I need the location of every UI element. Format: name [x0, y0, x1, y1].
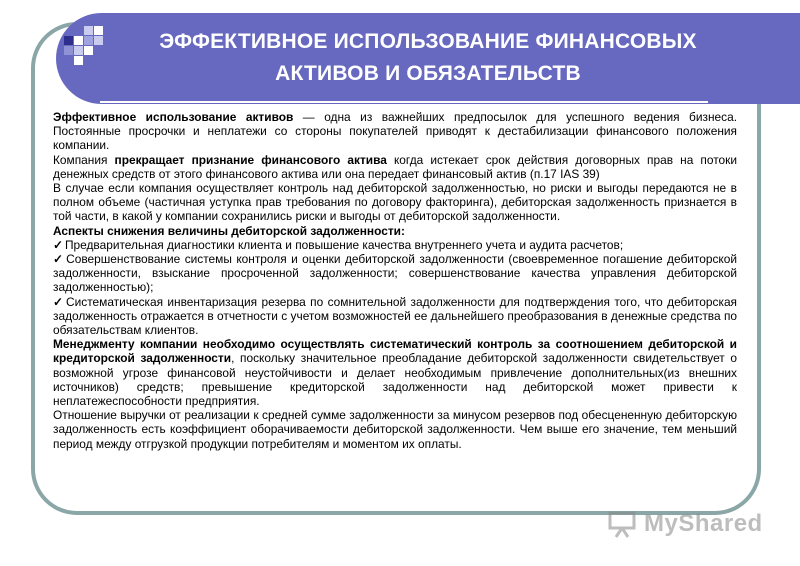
paragraph-derecognition	[53, 153, 737, 181]
watermark	[608, 508, 763, 540]
title-band	[56, 13, 800, 104]
chevron-bullet-icon: ✓	[53, 237, 63, 252]
slide-title-line-2: АКТИВОВ И ОБЯЗАТЕЛЬСТВ	[275, 62, 581, 85]
aspects-heading	[53, 224, 737, 238]
bullet-item	[53, 295, 737, 338]
aspects-heading-text: Аспекты снижения величины дебиторской задолженности:	[53, 223, 405, 238]
bullet-text: Совершенствование системы контроля и оценки дебиторской задолженности (своевременное погашение дебиторской задолженности, взыскание просроченной задолженности; совершенствование качества управления дебиторской задолженностью);	[53, 252, 737, 295]
chevron-bullet-icon: ✓	[53, 294, 65, 309]
bullet-text: Предварительная диагностики клиента и повышение качества внутреннего учета и аудита расчетов;	[64, 237, 624, 252]
paragraph-turnover-ratio: Отношение выручки от реализации к средней сумме задолженности за минусом резервов под обесцененную дебиторскую задолженность есть коэффициент оборачиваемости дебиторской задолженности. Чем выше его значение, тем меньший период между отгрузкой продукции потребителям и моментом их оплаты.	[53, 408, 737, 451]
watermark-text: MyShared	[644, 510, 763, 537]
paragraph-derecognition-bold: прекращает признание финансового актива	[114, 152, 387, 167]
paragraph-asset-use-text: — одна из важнейших предпосылок для успешного ведения бизнеса. Постоянные просрочки и неплатежи со стороны покупателей приводят к дестабилизации финансового положения компании.	[53, 110, 737, 153]
paragraph-derecognition-pre: Компания	[53, 152, 115, 167]
bullet-text: Систематическая инвентаризация резерва по сомнительной задолженности для подтверждения того, что дебиторская задолженность отражается в отчетности с учетом возможностей ее дальнейшего преобразования в денежные средства по обязательствам клиентов.	[53, 294, 737, 338]
paragraph-management-text: , поскольку значительное преобладание дебиторской задолженности свидетельствует о возможной угрозе финансовой неустойчивости и делает необходимым привлечение дополнительных(из внешних источников) средств; превышение кредиторской задолженности над дебиторской может привести к неплатежеспособности предприятия.	[53, 351, 738, 409]
chevron-bullet-icon: ✓	[53, 252, 65, 267]
paragraph-management-bold: Менеджменту компании необходимо осуществлять систематический контроль за соотношением дебиторской и кредиторской задолженности	[53, 337, 737, 366]
presentation-board-icon	[608, 510, 638, 538]
slide-body	[53, 110, 737, 451]
title-underline	[100, 101, 708, 103]
bullet-item	[53, 238, 737, 252]
bullet-item	[53, 252, 737, 295]
paragraph-asset-use-bold: Эффективное использование активов	[53, 110, 294, 124]
paragraph-factoring: В случае если компания осуществляет контроль над дебиторской задолженностью, но риски и выгоды передаются не в полном объеме (частичная уступка прав требования по договору факторинга), дебиторская задолженность признается в той части, в какой у компании сохранились риски и выгоды от дебиторской задолженности.	[53, 181, 737, 224]
paragraph-management-control	[53, 337, 737, 408]
paragraph-asset-use	[53, 110, 737, 153]
paragraph-derecognition-text: когда истекает срок действия договорных прав на потоки денежных средств от этого финансового актива или она передает финансовый актив (п.17 IAS 39)	[53, 152, 737, 181]
slide-title-line-1: ЭФФЕКТИВНОЕ ИСПОЛЬЗОВАНИЕ ФИНАНСОВЫХ	[159, 30, 697, 53]
